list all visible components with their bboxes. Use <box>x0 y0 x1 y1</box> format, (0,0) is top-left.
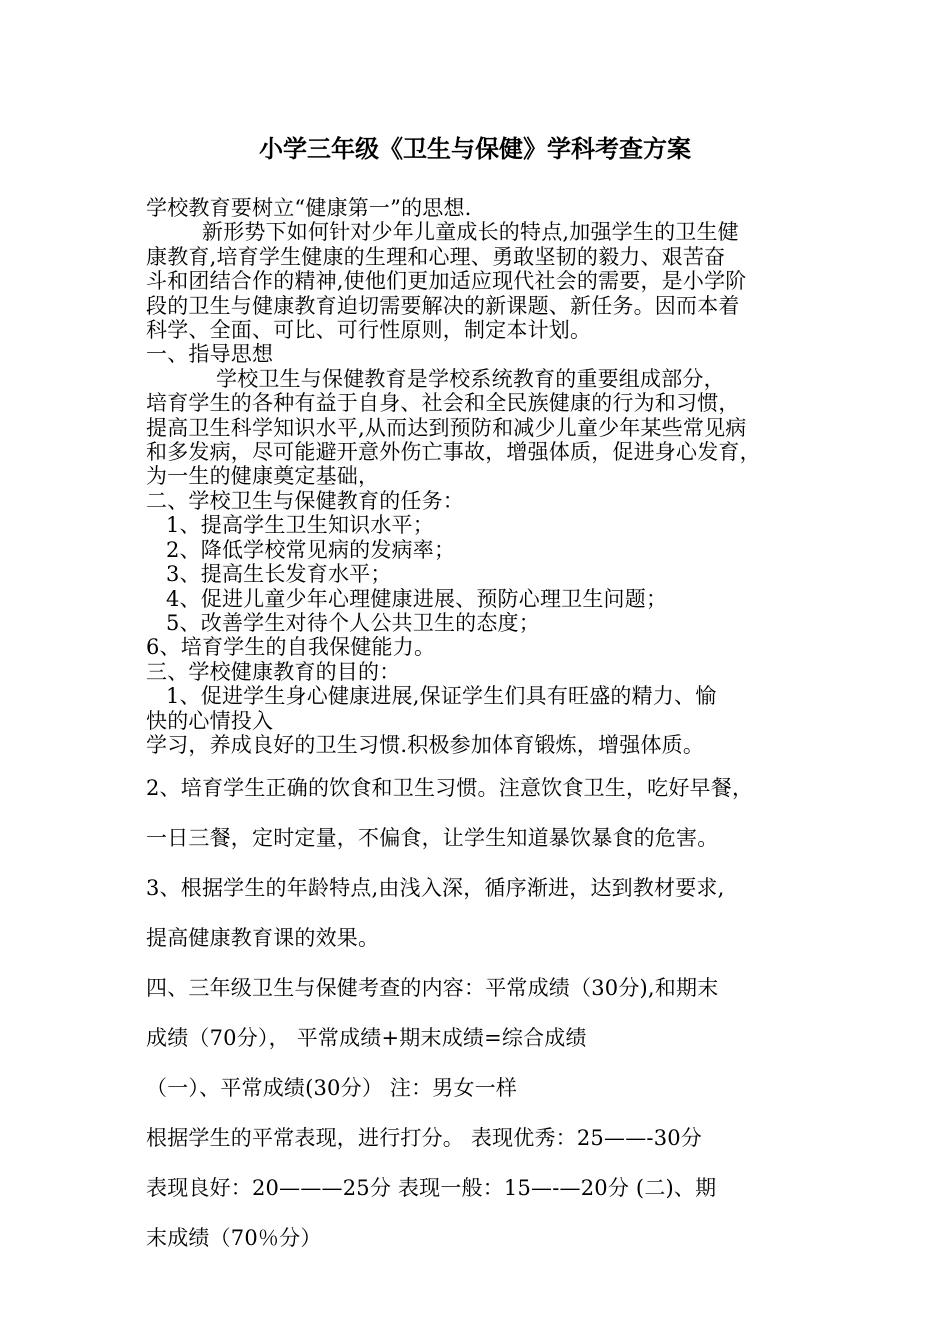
list-item: 5、改善学生对待个人公共卫生的态度； <box>166 610 540 635</box>
list-item: 1、促进学生身心健康进展,保证学生们具有旺盛的精力、愉 <box>166 684 717 709</box>
list-item: 3、根据学生的年龄特点,由浅入深，循序渐进，达到教材要求, <box>146 876 725 901</box>
paragraph-line: 根据学生的平常表现，进行打分。 表现优秀：25——-30分 <box>146 1126 703 1151</box>
paragraph-line: 和多发病，尽可能避开意外伤亡事故，增强体质，促进身心发育， <box>146 440 761 465</box>
paragraph-line: 段的卫生与健康教育迫切需要解决的新课题、新任务。因而本着 <box>146 293 740 318</box>
paragraph-line: 新形势下如何针对少年儿童成长的特点,加强学生的卫生健 <box>202 220 739 245</box>
paragraph-line: 为一生的健康奠定基础， <box>146 464 380 489</box>
paragraph-line: 一日三餐，定时定量，不偏食，让学生知道暴饮暴食的危害。 <box>146 826 719 851</box>
paragraph-line: 康教育,培育学生健康的生理和心理、勇敢坚韧的毅力、艰苦奋 <box>146 244 726 269</box>
paragraph-line: 斗和团结合作的精神,使他们更加适应现代社会的需要，是小学阶 <box>146 269 747 294</box>
list-item: 1、提高学生卫生知识水平； <box>166 513 434 538</box>
paragraph-line: 表现良好：20———25分 表现一般：15—-—20分 (二)、期 <box>146 1176 717 1201</box>
paragraph-line: 成绩（70分）， 平常成绩+期末成绩=综合成绩 <box>146 1026 587 1051</box>
section-heading: 一、指导思想 <box>146 342 274 367</box>
paragraph-line: 学习，养成良好的卫生习惯.积极参加体育锻炼，增强体质。 <box>146 732 705 757</box>
paragraph-line: 科学、全面、可比、可行性原则，制定本计划。 <box>146 318 592 343</box>
list-item: 6、培育学生的自我保健能力。 <box>146 635 436 660</box>
list-item: 3、提高生长发育水平； <box>166 562 392 587</box>
list-item: 2、培育学生正确的饮食和卫生习惯。注意饮食卫生，吃好早餐， <box>146 776 754 801</box>
section-heading: 二、学校卫生与保健教育的任务： <box>146 488 464 513</box>
document-body <box>146 196 816 1263</box>
section-heading: 三、学校健康教育的目的： <box>146 659 401 684</box>
paragraph-line: 末成绩（70％分） <box>146 1226 322 1251</box>
paragraph-line: 提高健康教育课的效果。 <box>146 926 380 951</box>
paragraph-line: 培育学生的各种有益于自身、社会和全民族健康的行为和习惯， <box>146 391 740 416</box>
subsection-heading: （一）、平常成绩(30分） 注：男女一样 <box>146 1076 518 1101</box>
paragraph-line: 学校教育要树立“健康第一”的思想. <box>146 196 472 220</box>
section-heading: 四、三年级卫生与保健考查的内容：平常成绩（30分),和期末 <box>146 976 719 1001</box>
paragraph-line: 学校卫生与保健教育是学校系统教育的重要组成部分， <box>216 366 725 391</box>
paragraph-line: 提高卫生科学知识水平,从而达到预防和减少儿童少年某些常见病 <box>146 415 747 440</box>
list-item: 4、促进儿童少年心理健康进展、预防心理卫生问题； <box>166 586 668 611</box>
paragraph-line: 快的心情投入 <box>146 708 274 733</box>
list-item: 2、降低学校常见病的发病率； <box>166 537 456 562</box>
document-title: 小学三年级《卫生与保健》学科考查方案 <box>259 135 691 163</box>
